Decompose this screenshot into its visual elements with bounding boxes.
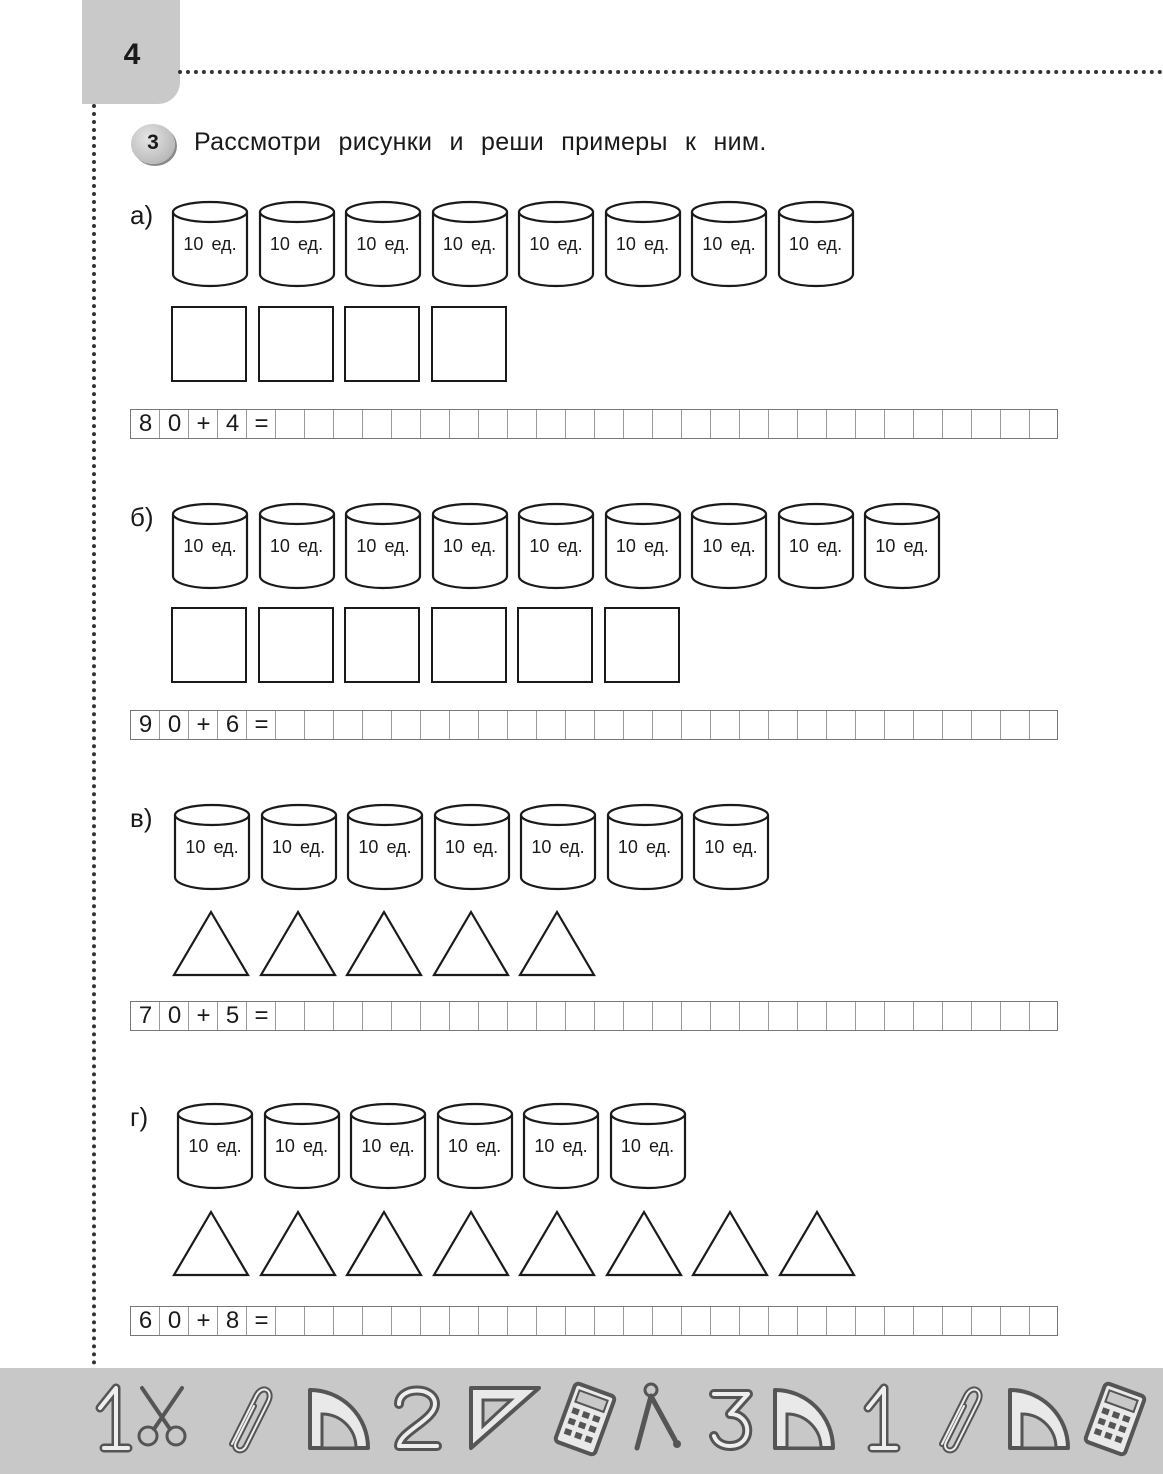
tens-cylinder bbox=[690, 200, 768, 288]
paperclip-icon bbox=[920, 1378, 1000, 1467]
equation-char: 8 bbox=[225, 1307, 240, 1334]
tens-cylinder bbox=[258, 200, 336, 288]
cylinder-label: 10 ед. bbox=[529, 536, 583, 556]
scissors-icon bbox=[130, 1378, 210, 1467]
equation-char: 6 bbox=[225, 711, 240, 738]
tens-cylinder bbox=[433, 803, 511, 891]
cylinder-label: 10 ед. bbox=[620, 1136, 675, 1156]
cylinder-label: 10 ед. bbox=[875, 536, 929, 556]
protractor-icon bbox=[300, 1378, 380, 1467]
section-label: г) bbox=[130, 1102, 149, 1132]
cylinder-label: 10 ед. bbox=[788, 536, 843, 556]
unit-triangle bbox=[258, 1209, 338, 1284]
tens-cylinder bbox=[263, 1102, 341, 1190]
cylinder-label: 10 ед. bbox=[442, 234, 497, 254]
tens-cylinder bbox=[346, 803, 424, 891]
exercise-section-g bbox=[0, 1102, 1163, 1402]
cylinder-label: 10 ед. bbox=[788, 234, 843, 254]
equation-char: = bbox=[254, 1002, 269, 1029]
unit-square bbox=[517, 607, 593, 683]
digit-one-icon bbox=[850, 1378, 930, 1467]
answer-grid-row[interactable] bbox=[130, 409, 1058, 439]
unit-triangle bbox=[517, 909, 597, 984]
unit-triangle bbox=[431, 1209, 511, 1284]
equation-char: + bbox=[196, 410, 211, 437]
unit-square bbox=[431, 607, 507, 683]
tens-cylinder bbox=[777, 200, 855, 288]
tens-cylinder bbox=[606, 803, 684, 891]
cylinder-label: 10 ед. bbox=[529, 234, 583, 254]
equation-char: 6 bbox=[138, 1307, 153, 1334]
protractor-icon bbox=[1000, 1378, 1080, 1467]
tens-cylinder bbox=[349, 1102, 427, 1190]
digit-two-icon bbox=[385, 1378, 465, 1467]
equation-char: = bbox=[254, 410, 269, 437]
unit-square bbox=[431, 306, 507, 382]
page-number: 4 bbox=[123, 38, 141, 71]
unit-shapes bbox=[171, 1209, 1071, 1289]
answer-grid-row[interactable] bbox=[130, 1001, 1058, 1031]
cylinder-label: 10 ед. bbox=[356, 536, 410, 556]
unit-square bbox=[344, 607, 420, 683]
exercise-section-v bbox=[0, 803, 1163, 1103]
equation-char: = bbox=[254, 1307, 269, 1334]
equation-char: 7 bbox=[138, 1002, 153, 1029]
tens-cylinder bbox=[517, 200, 595, 288]
cylinder-label: 10 ед. bbox=[617, 837, 672, 857]
tens-cylinder bbox=[604, 200, 682, 288]
set-square-icon bbox=[465, 1378, 545, 1467]
tens-cylinder bbox=[436, 1102, 514, 1190]
cylinder-label: 10 ед. bbox=[442, 536, 497, 556]
section-label: а) bbox=[130, 200, 154, 230]
exercise-section-a bbox=[0, 200, 1163, 500]
equation-char: 0 bbox=[167, 711, 182, 738]
tens-cylinder bbox=[176, 1102, 254, 1190]
unit-triangle bbox=[258, 909, 338, 984]
cylinder-label: 10 ед. bbox=[185, 837, 239, 857]
unit-triangle bbox=[517, 1209, 597, 1284]
cylinder-label: 10 ед. bbox=[269, 536, 324, 556]
unit-square bbox=[604, 607, 680, 683]
tens-cylinder bbox=[609, 1102, 687, 1190]
tens-cylinder bbox=[260, 803, 338, 891]
tens-cylinders bbox=[171, 502, 1071, 592]
tens-cylinder bbox=[690, 502, 768, 590]
tens-cylinder bbox=[431, 200, 509, 288]
unit-triangle bbox=[344, 909, 424, 984]
tens-cylinder bbox=[519, 803, 597, 891]
equation-char: 0 bbox=[167, 1002, 182, 1029]
unit-triangle bbox=[171, 1209, 251, 1284]
equation-char: 0 bbox=[167, 1307, 182, 1334]
equation-char: 0 bbox=[167, 410, 182, 437]
tens-cylinder bbox=[692, 803, 770, 891]
tens-cylinder bbox=[171, 200, 249, 288]
cylinder-label: 10 ед. bbox=[704, 837, 758, 857]
unit-square bbox=[344, 306, 420, 382]
unit-square bbox=[258, 607, 334, 683]
cylinder-label: 10 ед. bbox=[356, 234, 410, 254]
cylinder-label: 10 ед. bbox=[615, 234, 670, 254]
calculator-icon bbox=[1080, 1378, 1160, 1467]
tens-cylinder bbox=[863, 502, 941, 590]
unit-triangle bbox=[604, 1209, 684, 1284]
task-instruction: Рассмотри рисунки и реши примеры к ним. bbox=[194, 128, 767, 156]
unit-shapes bbox=[171, 607, 1071, 687]
equation-char: = bbox=[254, 711, 269, 738]
unit-shapes bbox=[171, 909, 1071, 989]
section-label: б) bbox=[130, 502, 154, 532]
tens-cylinder bbox=[171, 502, 249, 590]
tens-cylinder bbox=[344, 502, 422, 590]
unit-shapes bbox=[171, 306, 1071, 386]
paperclip-icon bbox=[210, 1378, 290, 1467]
equation-char: + bbox=[196, 711, 211, 738]
tens-cylinders bbox=[176, 1102, 1076, 1192]
answer-grid-row[interactable] bbox=[130, 710, 1058, 740]
cylinder-label: 10 ед. bbox=[444, 837, 499, 857]
cylinder-label: 10 ед. bbox=[702, 234, 756, 254]
cylinder-label: 10 ед. bbox=[534, 1136, 588, 1156]
task-number-badge: 3 bbox=[131, 124, 175, 164]
tens-cylinder bbox=[777, 502, 855, 590]
cylinder-label: 10 ед. bbox=[183, 536, 237, 556]
protractor-icon bbox=[765, 1378, 845, 1467]
equation-char: + bbox=[196, 1002, 211, 1029]
unit-triangle bbox=[171, 909, 251, 984]
top-dotted-rule bbox=[178, 70, 1163, 74]
cylinder-label: 10 ед. bbox=[361, 1136, 415, 1156]
cylinder-label: 10 ед. bbox=[447, 1136, 502, 1156]
cylinder-label: 10 ед. bbox=[358, 837, 412, 857]
cylinder-label: 10 ед. bbox=[274, 1136, 329, 1156]
cylinder-label: 10 ед. bbox=[188, 1136, 242, 1156]
unit-square bbox=[258, 306, 334, 382]
unit-triangle bbox=[690, 1209, 770, 1284]
answer-grid-row[interactable] bbox=[130, 1306, 1058, 1336]
unit-triangle bbox=[777, 1209, 857, 1284]
equation-char: + bbox=[196, 1307, 211, 1334]
cylinder-label: 10 ед. bbox=[269, 234, 324, 254]
tens-cylinders bbox=[171, 200, 1071, 290]
page-number-tab bbox=[82, 0, 180, 104]
decorative-footer-band bbox=[0, 1368, 1163, 1474]
tens-cylinder bbox=[604, 502, 682, 590]
equation-char: 9 bbox=[138, 711, 153, 738]
cylinder-label: 10 ед. bbox=[531, 837, 585, 857]
tens-cylinder bbox=[522, 1102, 600, 1190]
equation-char: 5 bbox=[225, 1002, 240, 1029]
tens-cylinder bbox=[173, 803, 251, 891]
cylinder-label: 10 ед. bbox=[702, 536, 756, 556]
unit-triangle bbox=[431, 909, 511, 984]
calculator-icon bbox=[550, 1378, 630, 1467]
exercise-section-b bbox=[0, 502, 1163, 802]
section-label: в) bbox=[130, 803, 153, 833]
cylinder-label: 10 ед. bbox=[271, 837, 326, 857]
unit-square bbox=[171, 607, 247, 683]
unit-triangle bbox=[344, 1209, 424, 1284]
equation-char: 4 bbox=[225, 410, 240, 437]
unit-square bbox=[171, 306, 247, 382]
cylinder-label: 10 ед. bbox=[615, 536, 670, 556]
tens-cylinder bbox=[431, 502, 509, 590]
equation-char: 8 bbox=[138, 410, 153, 437]
tens-cylinders bbox=[173, 803, 1073, 893]
tens-cylinder bbox=[344, 200, 422, 288]
tens-cylinder bbox=[258, 502, 336, 590]
tens-cylinder bbox=[517, 502, 595, 590]
compass-icon bbox=[625, 1378, 705, 1467]
cylinder-label: 10 ед. bbox=[183, 234, 237, 254]
